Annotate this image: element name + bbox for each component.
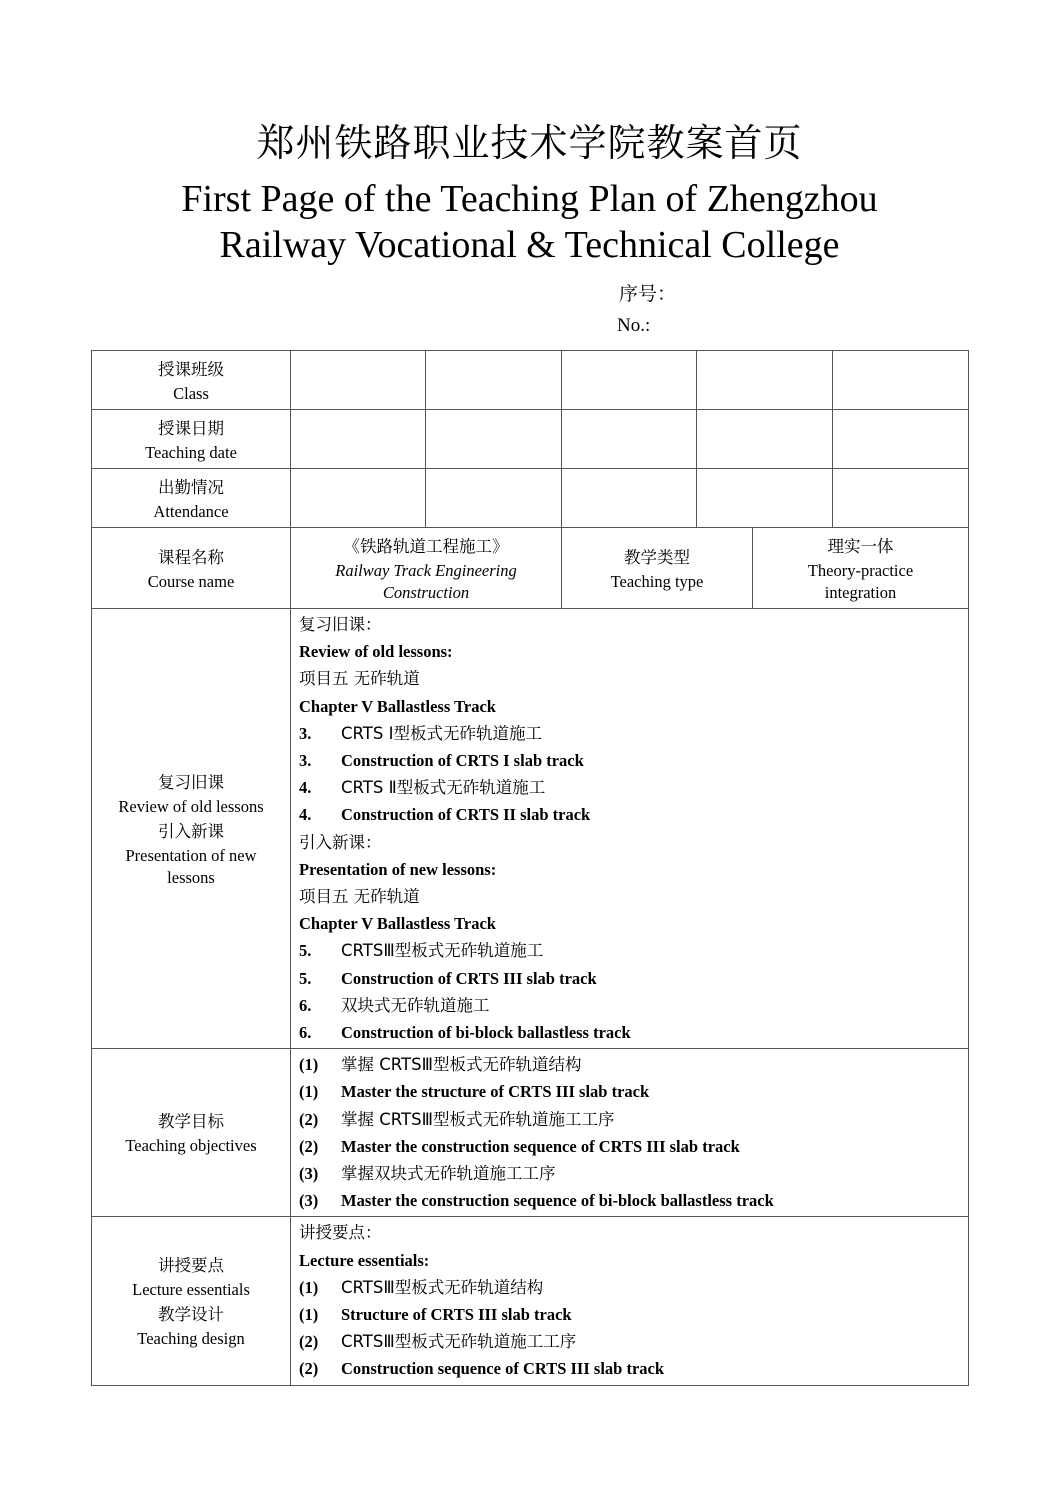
content-line: [299, 1106, 960, 1133]
teaching-date-label-en: Teaching date: [145, 442, 237, 462]
attendance-cell-3[interactable]: [562, 469, 697, 528]
content-line: [299, 1160, 960, 1187]
attendance-cell-5[interactable]: [833, 469, 969, 528]
content-line: [299, 801, 960, 828]
line-number: (1): [299, 1277, 319, 1297]
content-line: [299, 1219, 960, 1246]
class-cell-3[interactable]: [562, 351, 697, 410]
line-text: 双块式无砟轨道施工: [341, 995, 490, 1015]
content-line: [299, 1355, 960, 1382]
line-text: 项目五 无砟轨道: [299, 669, 420, 689]
class-row: [92, 351, 969, 410]
line-number: 4.: [299, 805, 312, 825]
teaching-type-label-cn: 教学类型: [624, 547, 690, 567]
line-text: 掌握双块式无砟轨道施工工序: [341, 1164, 556, 1184]
content-line: [299, 611, 960, 638]
line-number: (1): [299, 1055, 319, 1075]
line-text: Master the construction sequence of bi-block ballastless track: [341, 1191, 774, 1211]
line-number: 5.: [299, 941, 312, 961]
course-name-value-cn: 《铁路轨道工程施工》: [343, 536, 509, 556]
course-name-value-en: Railway Track Engineering Construction: [335, 560, 517, 602]
class-label: [92, 351, 291, 410]
content-line: [299, 829, 960, 856]
content-line: [299, 665, 960, 692]
content-line: [299, 1301, 960, 1328]
line-text: Master the structure of CRTS III slab track: [341, 1082, 650, 1102]
line-text: CRTSⅢ型板式无砟轨道结构: [341, 1277, 544, 1297]
page-title-english: [0, 176, 1059, 268]
content-line: [299, 992, 960, 1019]
teaching-design-label-en: Teaching design: [137, 1329, 245, 1349]
line-text: 掌握 CRTSⅢ型板式无砟轨道结构: [341, 1055, 582, 1075]
line-number: 3.: [299, 723, 312, 743]
content-line: [299, 883, 960, 910]
attendance-cell-4[interactable]: [697, 469, 833, 528]
review-content: [291, 609, 969, 1049]
serial-number-label-cn: 序号：: [619, 283, 677, 305]
objectives-label: [92, 1049, 291, 1217]
teaching-design-label-cn: 教学设计: [158, 1305, 224, 1325]
course-name-label-cn: 课程名称: [158, 547, 224, 567]
line-number: (3): [299, 1164, 319, 1184]
teaching-date-label: [92, 410, 291, 469]
content-line: [299, 1078, 960, 1105]
content-line: [299, 965, 960, 992]
essentials-label-en: Lecture essentials: [132, 1280, 250, 1300]
essentials-label-cn: 讲授要点: [158, 1256, 224, 1276]
course-row: [92, 528, 969, 609]
content-line: [299, 937, 960, 964]
date-cell-4[interactable]: [697, 410, 833, 469]
line-text: 项目五 无砟轨道: [299, 887, 420, 907]
objectives-label-cn: 教学目标: [158, 1112, 224, 1132]
line-text: CRTS Ⅱ型板式无砟轨道施工: [341, 778, 546, 798]
date-cell-2[interactable]: [426, 410, 562, 469]
line-text: Review of old lessons:: [299, 642, 453, 662]
review-label-en: Review of old lessons: [118, 796, 264, 816]
line-text: Structure of CRTS III slab track: [341, 1305, 572, 1325]
line-text: Chapter V Ballastless Track: [299, 696, 496, 716]
course-name-label-en: Course name: [147, 571, 235, 591]
essentials-label: [92, 1217, 291, 1385]
content-line: [299, 720, 960, 747]
line-text: CRTSⅢ型板式无砟轨道施工: [341, 941, 544, 961]
attendance-cell-2[interactable]: [426, 469, 562, 528]
content-line: [299, 747, 960, 774]
line-number: 4.: [299, 778, 312, 798]
line-number: 3.: [299, 751, 312, 771]
line-number: (1): [299, 1082, 319, 1102]
teaching-date-row: [92, 410, 969, 469]
teaching-type-value: [753, 528, 969, 609]
content-line: [299, 1019, 960, 1046]
content-line: [299, 774, 960, 801]
line-number: (3): [299, 1191, 319, 1211]
line-text: 掌握 CRTSⅢ型板式无砟轨道施工工序: [341, 1109, 615, 1129]
review-label-cn: 复习旧课: [158, 772, 224, 792]
line-number: (2): [299, 1332, 319, 1352]
presentation-label-cn: 引入新课: [158, 821, 224, 841]
line-text: Presentation of new lessons:: [299, 859, 497, 879]
line-text: 引入新课：: [299, 832, 382, 852]
line-number: 6.: [299, 995, 312, 1015]
line-number: (2): [299, 1136, 319, 1156]
line-text: Construction of CRTS I slab track: [341, 751, 584, 771]
content-line: [299, 1133, 960, 1160]
date-cell-1[interactable]: [291, 410, 426, 469]
review-label: [92, 609, 291, 1049]
line-number: (2): [299, 1109, 319, 1129]
objectives-row: [92, 1049, 969, 1217]
content-line: [299, 856, 960, 883]
title-line-2: Railway Vocational & Technical College: [219, 224, 840, 266]
objectives-label-en: Teaching objectives: [125, 1136, 257, 1156]
content-line: [299, 1274, 960, 1301]
content-line: [299, 910, 960, 937]
line-text: Construction sequence of CRTS III slab track: [341, 1359, 665, 1379]
line-number: 6.: [299, 1023, 312, 1043]
review-row: [92, 609, 969, 1049]
serial-number-label-en: No.:: [617, 315, 651, 336]
content-line: [299, 1247, 960, 1274]
class-cell-1[interactable]: [291, 351, 426, 410]
teaching-plan-table: [91, 350, 969, 1386]
attendance-row: [92, 469, 969, 528]
essentials-content: [291, 1217, 969, 1385]
line-text: 复习旧课：: [299, 615, 382, 634]
attendance-cell-1[interactable]: [291, 469, 426, 528]
line-text: Master the construction sequence of CRTS III slab track: [341, 1136, 740, 1156]
title-line-1: First Page of the Teaching Plan of Zhengzhou: [181, 178, 878, 220]
teaching-type-value-cn: 理实一体: [827, 536, 894, 556]
attendance-label-cn: 出勤情况: [158, 477, 224, 497]
line-number: (2): [299, 1359, 319, 1379]
class-cell-5[interactable]: [833, 351, 969, 410]
line-text: CRTSⅢ型板式无砟轨道施工工序: [341, 1332, 577, 1352]
line-text: Lecture essentials:: [299, 1250, 430, 1270]
presentation-label-en: Presentation of new lessons: [125, 845, 257, 887]
line-number: (1): [299, 1305, 319, 1325]
date-cell-3[interactable]: [562, 410, 697, 469]
attendance-label: [92, 469, 291, 528]
teaching-type-value-en: Theory-practice integration: [807, 560, 914, 602]
content-line: [299, 693, 960, 720]
content-line: [299, 1187, 960, 1214]
teaching-type-label-en: Teaching type: [610, 571, 704, 591]
line-number: 5.: [299, 968, 312, 988]
course-name-label: [92, 528, 291, 609]
class-label-cn: 授课班级: [158, 359, 224, 379]
content-line: [299, 638, 960, 665]
page-title-chinese: 郑州铁路职业技术学院教案首页: [256, 121, 803, 165]
content-line: [299, 1328, 960, 1355]
content-line: [299, 1051, 960, 1078]
class-cell-2[interactable]: [426, 351, 562, 410]
teaching-type-label: [562, 528, 753, 609]
attendance-label-en: Attendance: [153, 501, 229, 521]
course-name-value: [291, 528, 562, 609]
line-text: Construction of CRTS II slab track: [341, 805, 591, 825]
essentials-row: [92, 1217, 969, 1385]
line-text: Construction of bi-block ballastless track: [341, 1023, 631, 1043]
line-text: Construction of CRTS III slab track: [341, 968, 597, 988]
class-cell-4[interactable]: [697, 351, 833, 410]
line-text: Chapter V Ballastless Track: [299, 914, 496, 934]
teaching-date-label-cn: 授课日期: [158, 418, 224, 438]
line-text: 讲授要点：: [299, 1223, 382, 1243]
date-cell-5[interactable]: [833, 410, 969, 469]
objectives-content: [291, 1049, 969, 1217]
class-label-en: Class: [173, 383, 209, 403]
line-text: CRTS Ⅰ型板式无砟轨道施工: [341, 723, 542, 743]
